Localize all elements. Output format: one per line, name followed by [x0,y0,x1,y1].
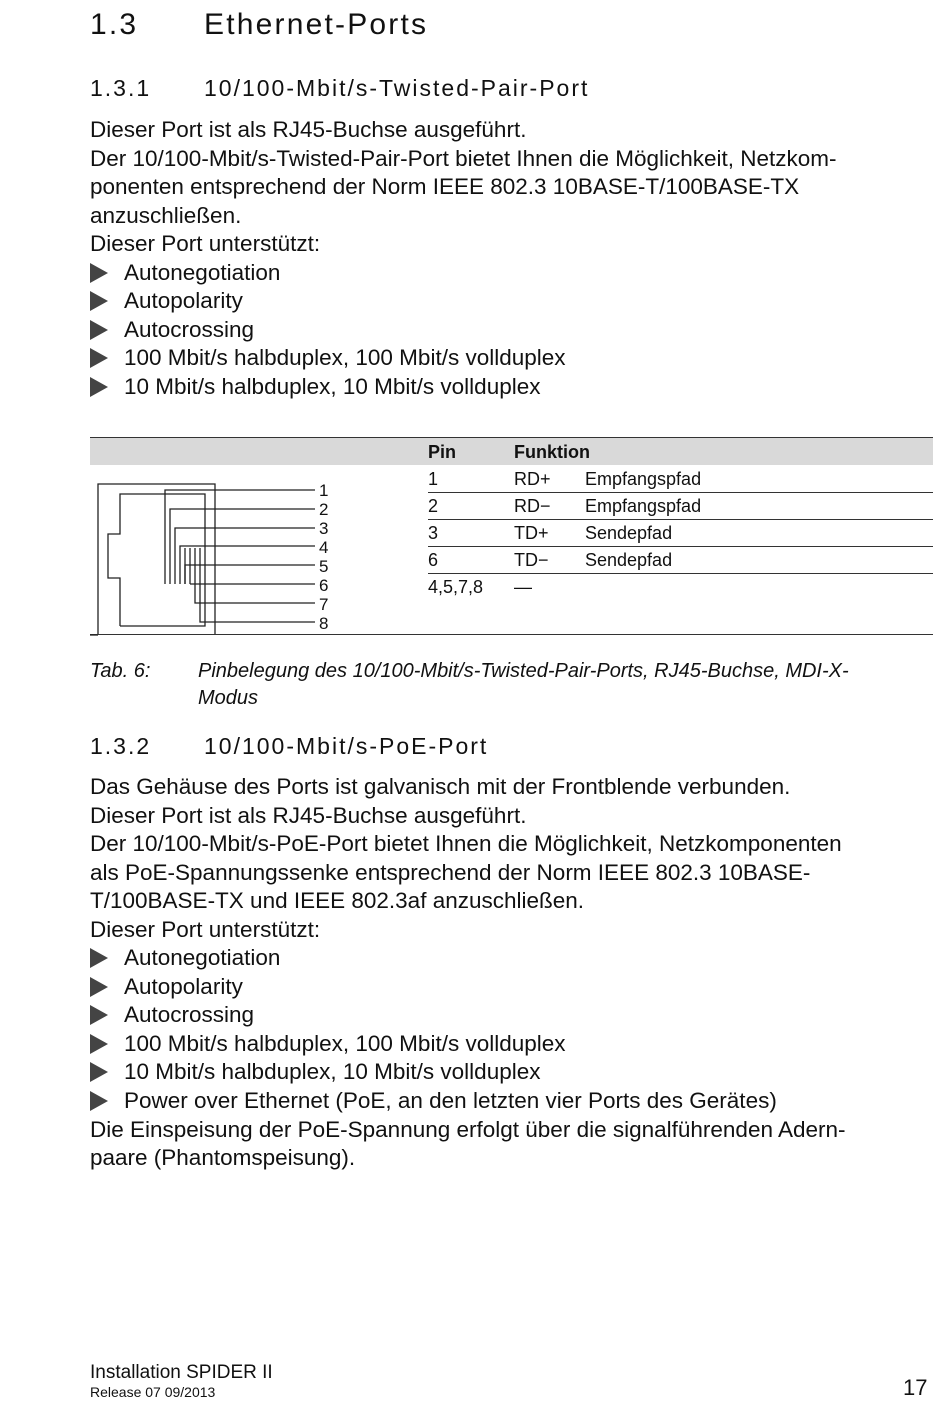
connector-pin-label: 8 [319,614,329,633]
list-item-label: Autonegotiation [124,945,281,970]
signal-cell: RD+ [514,469,551,489]
section-number-1-3: 1.3 [90,8,139,41]
triangle-bullet-icon [90,291,108,311]
triangle-bullet-icon [90,263,108,283]
list-item [90,316,254,345]
paragraph-line: paare (Phantomspeisung). [90,1145,356,1170]
section-title-poe-port: 10/100-Mbit/s-PoE-Port [204,733,489,759]
list-item-label: 10 Mbit/s halbduplex, 10 Mbit/s vollduplex [124,1059,541,1084]
rj45-socket-diagram [90,466,335,636]
triangle-bullet-icon [90,1034,108,1054]
row-divider [428,546,933,547]
page-number: 17 [903,1375,928,1400]
paragraph-line: Das Gehäuse des Ports ist galvanisch mit der Frontblende verbunden. [90,774,791,799]
row-divider [428,492,933,493]
list-item [90,1058,540,1087]
signal-cell: TD− [514,550,549,570]
triangle-bullet-icon [90,348,108,368]
paragraph-line: Der 10/100-Mbit/s-PoE-Port bietet Ihnen die Möglichkeit, Netzkomponenten [90,831,842,856]
list-item-label: Autocrossing [124,317,255,342]
table-header-funktion: Funktion [514,442,590,462]
paragraph-line: Dieser Port unterstützt: [90,231,321,256]
paragraph-line: anzuschließen. [90,203,242,228]
function-cell: Sendepfad [585,523,673,543]
connector-pin-label: 1 [319,481,329,500]
signal-cell: TD+ [514,523,549,543]
signal-cell: RD− [514,496,551,516]
function-cell: Sendepfad [585,550,673,570]
section-title-twisted-pair-port: 10/100-Mbit/s-Twisted-Pair-Port [204,75,590,101]
list-item [90,287,243,316]
section-number-1-3-1: 1.3.1 [90,75,152,101]
signal-cell: — [514,577,532,597]
table-caption-line: Modus [198,687,259,709]
pin-cell: 4,5,7,8 [428,577,484,597]
table-caption-line: Pinbelegung des 10/100-Mbit/s-Twisted-Pair-Ports, RJ45-Buchse, MDI-X- [198,660,849,682]
list-item [90,1087,777,1116]
paragraph-line: Der 10/100-Mbit/s-Twisted-Pair-Port bietet Ihnen die Möglichkeit, Netzkom- [90,146,837,171]
paragraph-line: Dieser Port unterstützt: [90,917,321,942]
paragraph-line: Die Einspeisung der PoE-Spannung erfolgt über die signalführenden Adern- [90,1117,846,1142]
paragraph-line: Dieser Port ist als RJ45-Buchse ausgeführt. [90,803,527,828]
connector-pin-label: 3 [319,519,329,538]
paragraph-line: Dieser Port ist als RJ45-Buchse ausgeführt. [90,117,527,142]
row-divider [428,519,933,520]
connector-pin-label: 4 [319,538,329,557]
list-item-label: 100 Mbit/s halbduplex, 100 Mbit/s vollduplex [124,1031,566,1056]
list-item-label: Autopolarity [124,974,243,999]
list-item [90,1001,254,1030]
triangle-bullet-icon [90,1062,108,1082]
section-number-1-3-2: 1.3.2 [90,733,152,759]
section-title-ethernet-ports: Ethernet-Ports [204,8,429,41]
triangle-bullet-icon [90,1091,108,1111]
list-item-label: Autopolarity [124,288,243,313]
footer-product: Installation SPIDER II [90,1362,273,1383]
pin-leader-lines [165,490,315,622]
list-item-label: Autonegotiation [124,260,281,285]
pin-cell: 3 [428,523,439,543]
pin-cell: 6 [428,550,439,570]
list-item [90,944,280,973]
triangle-bullet-icon [90,377,108,397]
paragraph-line: als PoE-Spannungssenke entsprechend der Norm IEEE 802.3 10BASE- [90,860,811,885]
table-header-band [90,438,933,465]
connector-pin-label: 5 [319,557,329,576]
list-item [90,373,540,402]
function-cell: Empfangspfad [585,496,702,516]
socket-outline [98,484,215,634]
list-item [90,973,243,1002]
function-cell: Empfangspfad [585,469,702,489]
list-item [90,1030,566,1059]
table-header-pin: Pin [428,442,457,462]
list-item [90,259,280,288]
list-item-label: 100 Mbit/s halbduplex, 100 Mbit/s vollduplex [124,345,566,370]
list-item-label: Power over Ethernet (PoE, an den letzten vier Ports des Gerätes) [124,1088,777,1113]
connector-pin-label: 6 [319,576,329,595]
triangle-bullet-icon [90,320,108,340]
list-item-label: 10 Mbit/s halbduplex, 10 Mbit/s vollduplex [124,374,541,399]
table-caption-label: Tab. 6: [90,660,151,682]
triangle-bullet-icon [90,1005,108,1025]
connector-pin-label: 7 [319,595,329,614]
socket-contacts [165,548,200,584]
pin-cell: 1 [428,469,439,489]
connector-pin-label: 2 [319,500,329,519]
paragraph-line: ponenten entsprechend der Norm IEEE 802.3 10BASE-T/100BASE-TX [90,174,800,199]
pin-cell: 2 [428,496,439,516]
list-item-label: Autocrossing [124,1002,255,1027]
footer-release: Release 07 09/2013 [90,1384,216,1400]
row-divider [428,573,933,574]
triangle-bullet-icon [90,948,108,968]
triangle-bullet-icon [90,977,108,997]
paragraph-line: T/100BASE-TX und IEEE 802.3af anzuschließen. [90,888,585,913]
list-item [90,344,566,373]
